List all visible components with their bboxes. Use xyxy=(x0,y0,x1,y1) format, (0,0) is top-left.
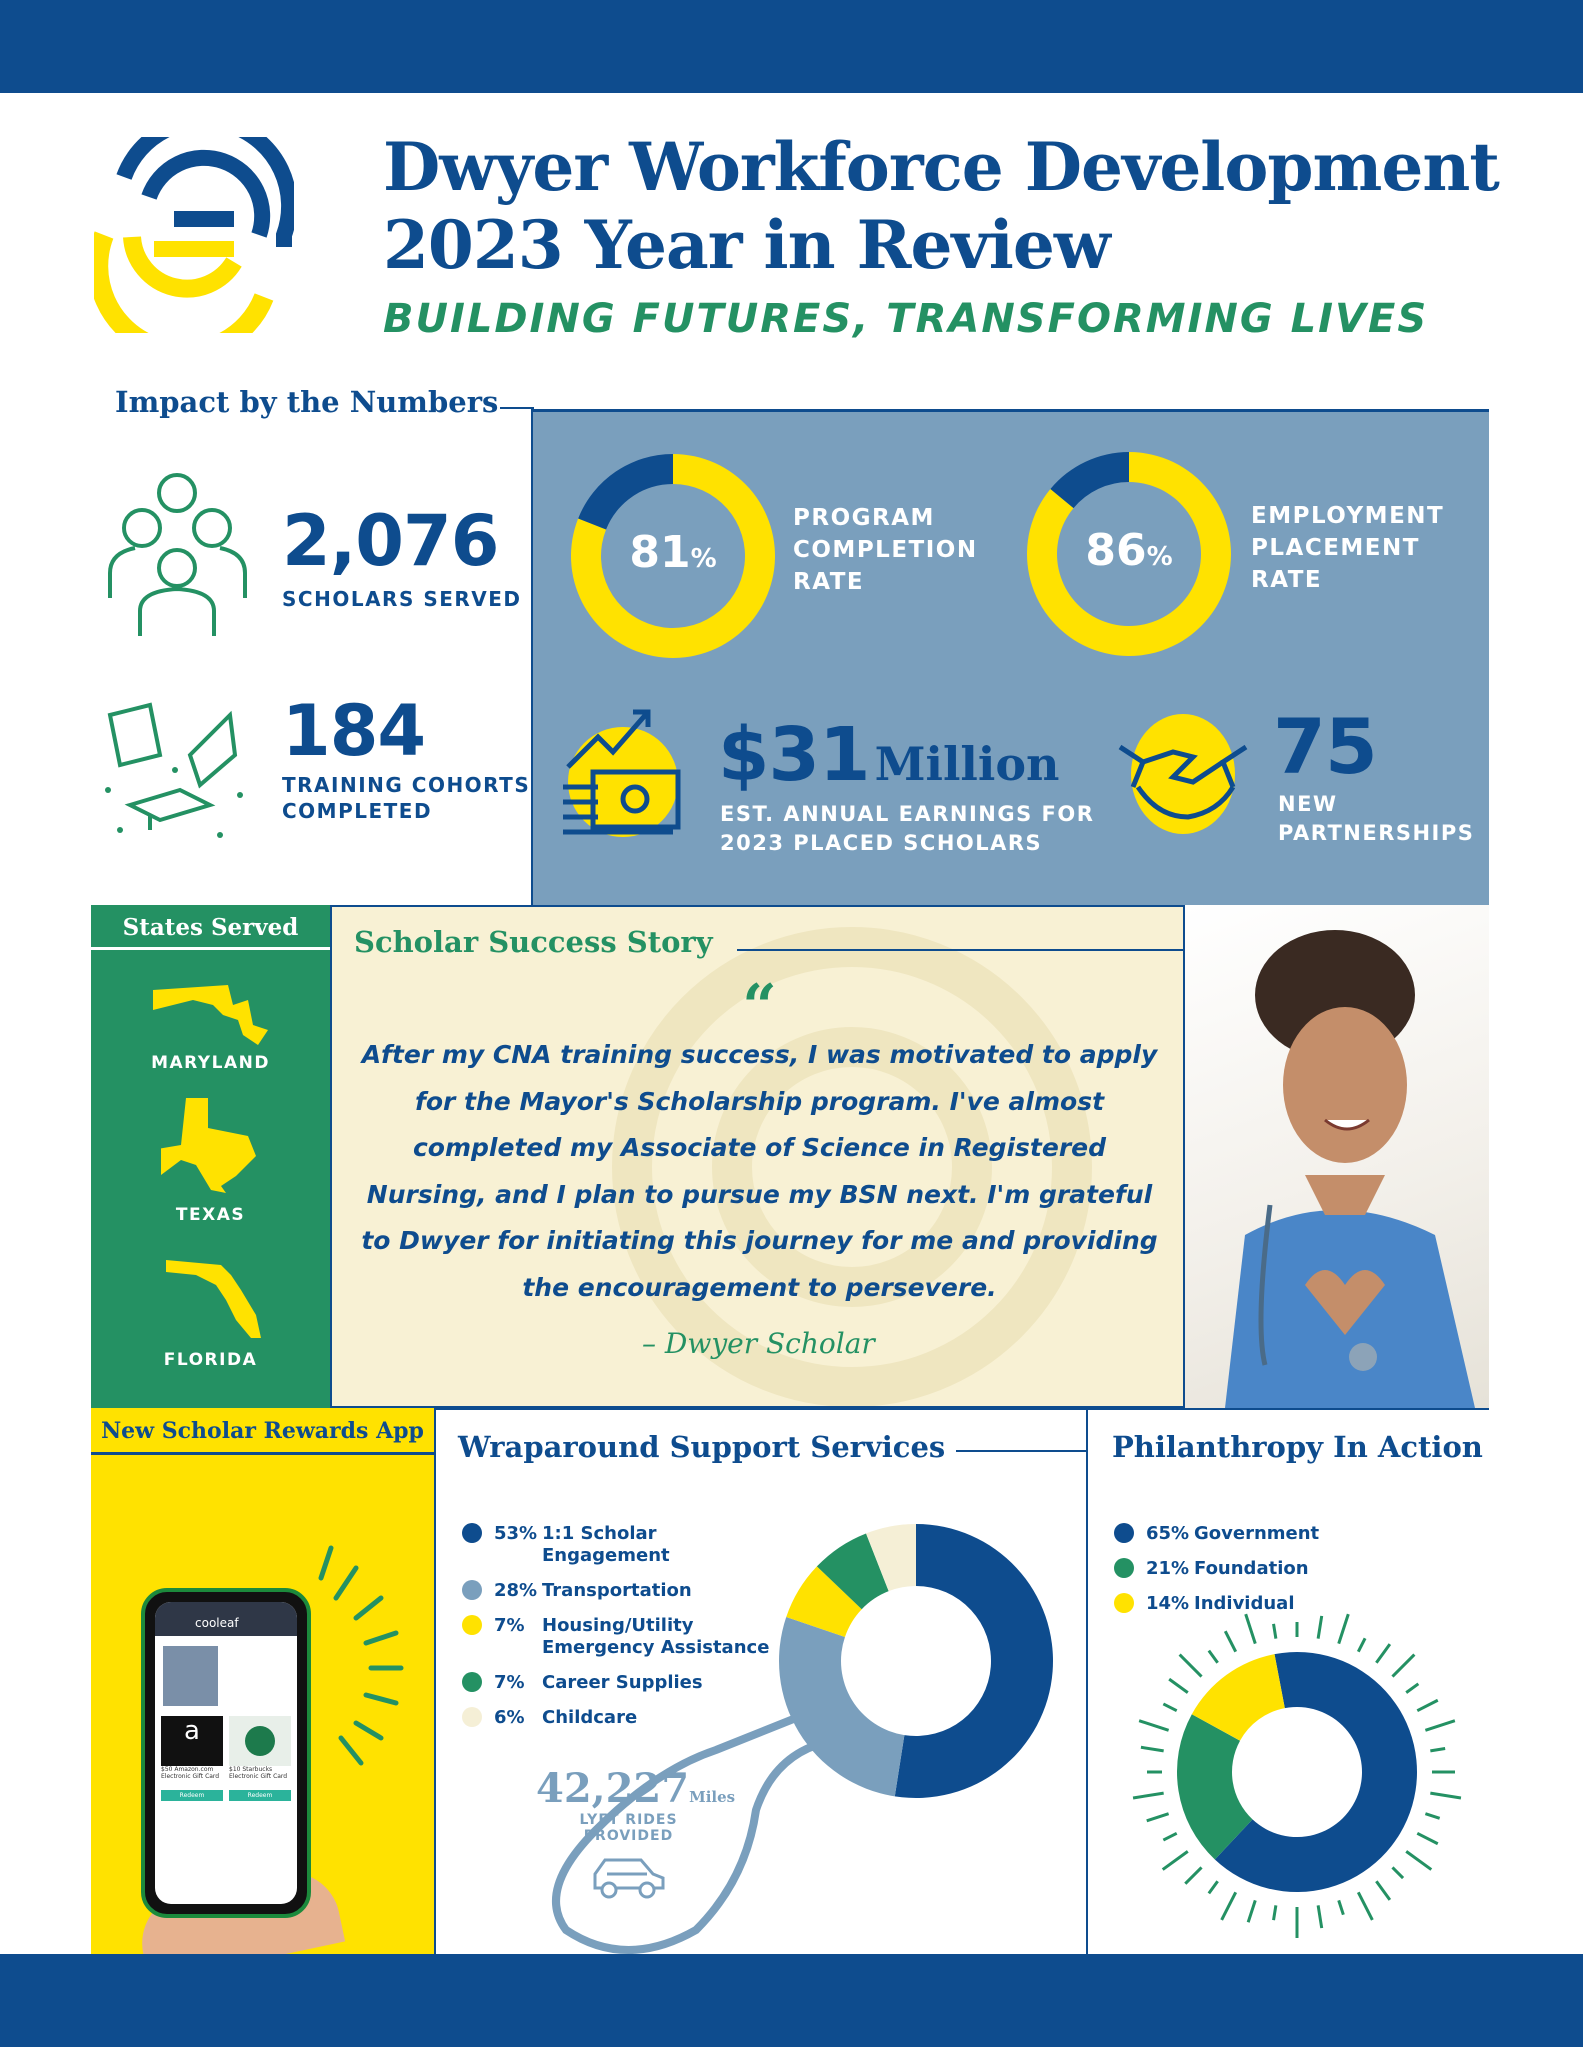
page-title xyxy=(383,128,1499,284)
philanthropy-donut-chart xyxy=(1088,1410,1489,1956)
earnings-amount: $31 xyxy=(718,712,870,798)
label-line: PLACEMENT xyxy=(1251,535,1420,561)
cohorts-label-line: COMPLETED xyxy=(282,799,433,823)
progress-remaining xyxy=(578,454,673,529)
rewards-app-panel xyxy=(91,1408,434,1954)
legend-label-line: Career Supplies xyxy=(542,1672,703,1693)
label-line: NEW xyxy=(1278,792,1338,816)
nurse-photo-illustration xyxy=(1185,905,1489,1408)
earnings-unit: Million xyxy=(874,737,1060,791)
placement-value: 86 xyxy=(1085,525,1147,576)
sunburst-ray xyxy=(1163,1851,1188,1869)
sunburst-ray xyxy=(1248,1900,1255,1922)
quote-line: for the Mayor's Scholarship program. I've almost xyxy=(414,1086,1105,1116)
lyft-callout xyxy=(536,1765,736,1906)
texas-map-icon xyxy=(161,1098,261,1193)
sunburst-ray xyxy=(1185,1867,1201,1883)
sunburst-ray xyxy=(1392,1655,1414,1677)
quote-line: to Dwyer for initiating this journey for me and providing xyxy=(361,1226,1158,1255)
legend-percent: 21% xyxy=(1146,1558,1190,1579)
label-line: COMPLETION xyxy=(793,537,978,563)
placement-percent xyxy=(1059,525,1199,576)
label-line: RATE xyxy=(1251,567,1323,593)
states-heading: States Served xyxy=(91,905,330,950)
state-label: FLORIDA xyxy=(163,1350,258,1370)
title-line-2: 2023 Year in Review xyxy=(383,206,1110,284)
quote-text xyxy=(352,1032,1167,1311)
placement-label xyxy=(1251,500,1444,596)
metrics-panel xyxy=(533,409,1489,905)
sunburst-ray xyxy=(1209,1881,1218,1893)
completion-label xyxy=(793,502,978,598)
legend-percent: 14% xyxy=(1146,1593,1190,1614)
sunburst-ray xyxy=(1163,1833,1176,1840)
legend-label-line: Housing/Utility xyxy=(542,1615,694,1636)
wraparound-donut-chart xyxy=(436,1410,1090,1956)
sunburst-ray xyxy=(1180,1655,1202,1677)
sunburst-ray xyxy=(1430,1749,1445,1751)
sunburst-ray xyxy=(1358,1892,1372,1920)
sunburst-ray xyxy=(1225,1631,1235,1651)
label-line: PARTNERSHIPS xyxy=(1278,821,1475,845)
quote-line: After my CNA training success, I was motivated to apply xyxy=(361,1040,1158,1069)
slice-transportation xyxy=(779,1617,904,1796)
post-image xyxy=(163,1646,218,1706)
wraparound-heading: Wraparound Support Services xyxy=(458,1430,946,1464)
sunburst-ray xyxy=(1406,1851,1431,1869)
philanthropy-heading: Philanthropy In Action xyxy=(1112,1430,1483,1464)
scholars-group-icon xyxy=(100,468,255,638)
money-growth-icon xyxy=(558,707,688,842)
top-banner xyxy=(0,0,1583,93)
success-story xyxy=(330,905,1185,1408)
sunburst-ray xyxy=(1318,1616,1322,1639)
legend-label-line: Emergency Assistance xyxy=(542,1637,770,1658)
title-line-1: Dwyer Workforce Development xyxy=(383,128,1499,206)
completion-percent xyxy=(603,527,743,578)
story-heading: Scholar Success Story xyxy=(354,925,713,959)
label-line: PROGRAM xyxy=(793,505,935,531)
legend-label-line: 1:1 Scholar Engagement xyxy=(542,1523,670,1566)
maryland-map-icon xyxy=(153,985,273,1045)
reward-card[interactable] xyxy=(161,1716,223,1801)
app-brand: cooleaf xyxy=(155,1602,297,1636)
philanthropy-section xyxy=(1088,1408,1489,1954)
wraparound-section xyxy=(434,1408,1088,1954)
sunburst-ray xyxy=(1430,1793,1461,1798)
legend-label-line: Childcare xyxy=(542,1707,638,1728)
miles-value: 42,227 xyxy=(536,1765,690,1812)
sunburst-ray xyxy=(1169,1679,1188,1693)
sunburst-ray xyxy=(1392,1867,1403,1878)
phone-mockup xyxy=(141,1588,311,1918)
phone-screen xyxy=(155,1602,297,1904)
quote-icon: “ xyxy=(742,972,777,1042)
partnerships-value: 75 xyxy=(1273,702,1377,791)
card-label: $10 Starbucks Electronic Gift Card xyxy=(229,1766,288,1780)
amazon-logo-icon: a xyxy=(161,1716,223,1766)
sunburst-ray xyxy=(1274,1624,1276,1639)
label-line: EMPLOYMENT xyxy=(1251,503,1445,529)
cohorts-label-line: TRAINING COHORTS xyxy=(282,773,531,797)
label-line: RATE xyxy=(793,569,865,595)
sunburst-ray xyxy=(1139,1721,1168,1731)
legend-label: Individual xyxy=(1194,1593,1295,1614)
earnings-value xyxy=(718,712,1060,798)
legend-percent: 7% xyxy=(494,1615,525,1636)
label-line: EST. ANNUAL EARNINGS FOR xyxy=(720,802,1095,826)
states-panel xyxy=(91,905,330,1408)
quote-line: Nursing, and I plan to pursue my BSN next. I'm grateful xyxy=(366,1179,1153,1209)
sunburst-ray xyxy=(1133,1793,1164,1798)
tagline: BUILDING FUTURES, TRANSFORMING LIVES xyxy=(383,296,1429,342)
sunburst-ray xyxy=(1417,1700,1437,1710)
legend-percent: 6% xyxy=(494,1707,525,1728)
sunburst-lines xyxy=(301,1538,431,1768)
cohorts-label xyxy=(282,772,530,824)
sunburst-ray xyxy=(1339,1900,1344,1914)
signature: – Dwyer Scholar xyxy=(642,1327,875,1360)
reward-card[interactable] xyxy=(229,1716,291,1801)
redeem-button[interactable]: Redeem xyxy=(229,1790,291,1801)
sunburst-ray xyxy=(1406,1684,1418,1693)
starbucks-logo-icon xyxy=(229,1716,291,1766)
sunburst-ray xyxy=(1425,1814,1439,1819)
scholars-label: SCHOLARS SERVED xyxy=(282,587,522,611)
dwyer-logo-icon xyxy=(94,137,294,333)
legend-percent: 7% xyxy=(494,1672,525,1693)
reward-cards xyxy=(161,1716,291,1801)
heading-rule xyxy=(500,407,534,409)
sunburst-ray xyxy=(1209,1651,1218,1663)
sunburst-ray xyxy=(1141,1747,1164,1751)
car-icon xyxy=(591,1856,667,1902)
partnerships-label xyxy=(1278,790,1474,848)
sunburst-ray xyxy=(1274,1905,1276,1920)
sunburst-ray xyxy=(1376,1644,1390,1663)
handshake-icon xyxy=(1118,712,1248,837)
sunburst-ray xyxy=(1318,1905,1322,1928)
scholars-value: 2,076 xyxy=(282,500,499,582)
sunburst-ray xyxy=(1147,1814,1169,1821)
impact-heading: Impact by the Numbers xyxy=(115,385,499,419)
sunburst-ray xyxy=(1417,1833,1437,1843)
sunburst-ray xyxy=(1339,1614,1349,1643)
legend-percent: 28% xyxy=(494,1580,538,1601)
earnings-label xyxy=(720,800,1094,858)
legend-percent: 53% xyxy=(494,1523,538,1544)
sunburst-ray xyxy=(1222,1892,1236,1920)
card-label: $50 Amazon.com Electronic Gift Card xyxy=(161,1766,220,1780)
legend-label-line: Transportation xyxy=(542,1580,692,1601)
miles-unit: Miles xyxy=(689,1788,736,1806)
state-label: TEXAS xyxy=(175,1205,246,1225)
percent-unit: % xyxy=(1146,542,1173,572)
app-heading: New Scholar Rewards App xyxy=(91,1408,434,1455)
percent-unit: % xyxy=(690,544,717,574)
florida-map-icon xyxy=(166,1260,266,1340)
scholar-photo xyxy=(1185,905,1489,1408)
bottom-banner xyxy=(0,1954,1583,2047)
sunburst-ray xyxy=(1246,1614,1256,1643)
legend-percent: 65% xyxy=(1146,1523,1190,1544)
sunburst-ray xyxy=(1376,1881,1390,1900)
completion-value: 81 xyxy=(629,527,691,578)
label-line: 2023 PLACED SCHOLARS xyxy=(720,831,1043,855)
heading-rule xyxy=(737,949,1185,951)
lyft-label: LYFT RIDES PROVIDED xyxy=(579,1812,678,1844)
cohorts-value: 184 xyxy=(282,690,426,772)
slice-1-1-scholar-engagement xyxy=(895,1524,1053,1798)
legend-label: Government xyxy=(1194,1523,1320,1544)
graduation-caps-icon xyxy=(100,695,250,845)
legend-label: Foundation xyxy=(1194,1558,1309,1579)
quote-line: the encouragement to persevere. xyxy=(522,1272,997,1302)
redeem-button[interactable]: Redeem xyxy=(161,1790,223,1801)
sunburst-ray xyxy=(1425,1721,1454,1731)
sunburst-ray xyxy=(1358,1638,1365,1651)
state-label: MARYLAND xyxy=(151,1053,270,1073)
quote-line: completed my Associate of Science in Registered xyxy=(412,1133,1107,1162)
sunburst-ray xyxy=(1163,1704,1176,1711)
